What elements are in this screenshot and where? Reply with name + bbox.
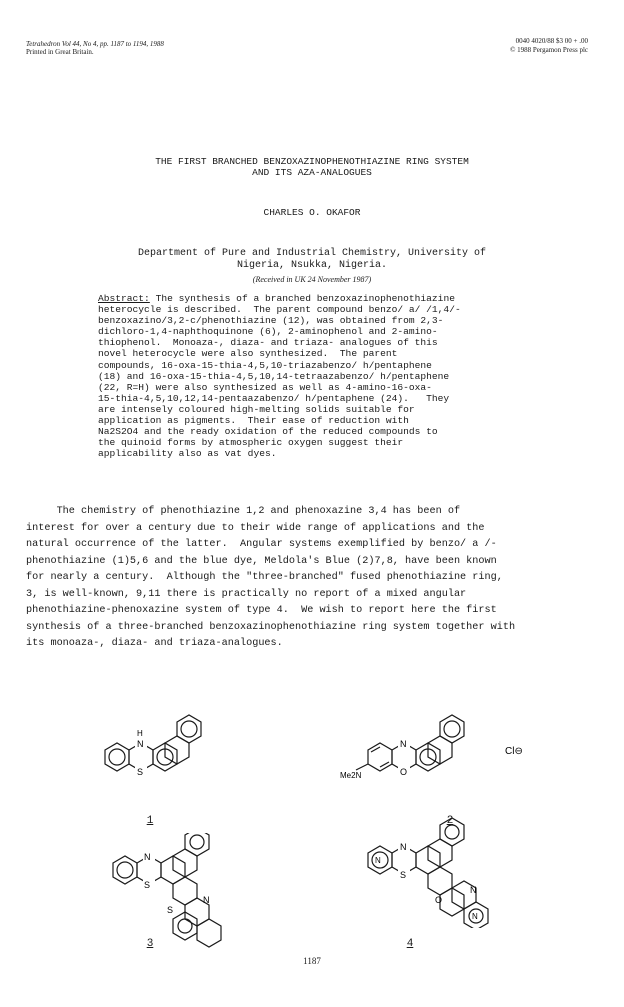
introduction-paragraph: [26, 504, 598, 653]
abstract-line: compounds, 16-oxa-15-thia-4,5,10-triazabenzo/ h/pentaphene: [98, 359, 432, 371]
publisher-header: [510, 37, 588, 54]
structure-4-label: 4: [406, 938, 414, 950]
affiliation: [0, 248, 624, 272]
structure-2: [340, 704, 560, 804]
abstract-line: application as pigments. Their ease of reduction with: [98, 415, 409, 427]
page-number: 1187: [303, 956, 321, 966]
atom-o: O: [435, 895, 443, 905]
abstract-line: novel heterocycle were also synthesized. The parent: [98, 348, 398, 360]
atom-n-1: N: [144, 852, 151, 862]
atom-h: H: [137, 729, 143, 738]
atom-s: S: [137, 767, 144, 777]
abstract-line: Na2S2O4 and the ready oxidation of the reduced compounds to: [98, 426, 438, 438]
atom-s-2: S: [167, 905, 174, 915]
structure-3-label: 3: [146, 938, 154, 950]
abstract-line: heterocycle is described. The parent compound benzo/ a/ /1,4/-: [98, 304, 461, 316]
atom-n: N: [400, 739, 407, 749]
structure-1: [95, 704, 225, 804]
affiliation-line-1: Department of Pure and Industrial Chemistry, University of: [137, 248, 487, 259]
structure-4: [360, 803, 510, 928]
abstract-line: are intensely coloured high-melting solids suitable for: [98, 403, 415, 415]
body-line: phenothiazine-phenoxazine system of type 4. We wish to report here the first: [26, 605, 497, 616]
atom-s: S: [400, 870, 407, 880]
atom-n: N: [137, 739, 144, 749]
received-date: (Received in UK 24 November 1987): [252, 275, 372, 284]
abstract-line: benzoxazino/3,2-c/phenothiazine (12), was obtained from 2,3-: [98, 315, 444, 327]
journal-header: [26, 40, 164, 56]
abstract-line: dichloro-1,4-naphthoquinone (6), 2-aminophenol and 2-amino-: [98, 326, 438, 338]
abstract-line: applicability also as vat dyes.: [98, 448, 277, 460]
body-line: interest for over a century due to their wide range of applications and the: [26, 522, 485, 534]
abstract-line: the quinoid forms by atmospheric oxygen suggest their: [98, 437, 404, 449]
abstract: [98, 293, 528, 459]
atom-s-1: S: [144, 880, 151, 890]
abstract-line: (22, R=H) were also synthesized as well as 4-amino-16-oxa-: [98, 381, 432, 393]
title-line-2: AND ITS AZA-ANALOGUES: [252, 167, 372, 178]
title-line-1: THE FIRST BRANCHED BENZOXAZINOPHENOTHIAZINE RING SYSTEM: [155, 156, 469, 167]
atom-o: O: [400, 767, 408, 777]
atom-n-2: N: [400, 842, 407, 852]
body-line: phenothiazine (1)5,6 and the blue dye, Meldola's Blue (2)7,8, have been known: [26, 555, 497, 567]
structure-1-label: 1: [146, 815, 154, 827]
code-line: 0040 4020/88 $3 00 + .00: [515, 37, 588, 45]
abstract-line: 15-thia-4,5,10,12,14-pentaazabenzo/ h/pentaphene (24). They: [98, 392, 450, 404]
atom-n-3: N: [470, 885, 477, 895]
atom-n-1: N: [375, 856, 381, 865]
structure-2-label: 2: [446, 815, 454, 827]
abstract-heading: Abstract:: [98, 293, 150, 304]
body-line: synthesis of a three-branched benzoxazinophenothiazine ring system together with: [26, 621, 516, 633]
publisher-line: © 1988 Pergamon Press plc: [510, 45, 588, 54]
abstract-line: (18) and 16-oxa-15-thia-4,5,10,14-tetraazabenzo/ h/pentaphene: [98, 370, 450, 382]
structure-3: [105, 833, 245, 953]
body-line: its monoaza-, diaza- and triaza-analogues.: [26, 638, 283, 649]
abstract-line: The synthesis of a branched benzoxazinophenothiazine: [149, 293, 455, 304]
counter-ion: Cl⊖: [505, 746, 523, 757]
paper-title: [0, 156, 624, 178]
body-line: for nearly a century. Although the "three-branched" fused phenothiazine ring,: [26, 572, 503, 583]
body-line: 3, is well-known, 9,11 there is practically no report of a mixed angular: [26, 588, 467, 600]
body-line: natural occurrence of the latter. Angular systems exemplified by benzo/ a /-: [26, 539, 497, 550]
dimethylamino-group: Me2N: [340, 771, 362, 780]
journal-line: Tetrahedron Vol 44, No 4, pp. 1187 to 1194, 1988: [26, 40, 164, 48]
printed-line: Printed in Great Britain.: [26, 48, 94, 56]
atom-n-2: N: [203, 895, 210, 905]
author: CHARLES O. OKAFOR: [263, 207, 361, 218]
abstract-line: thiophenol. Monoaza-, diaza- and triaza- analogues of this: [98, 337, 438, 349]
atom-n-4: N: [472, 912, 478, 921]
body-line: The chemistry of phenothiazine 1,2 and phenoxazine 3,4 has been of: [26, 506, 461, 517]
affiliation-line-2: Nigeria, Nsukka, Nigeria.: [236, 260, 388, 271]
